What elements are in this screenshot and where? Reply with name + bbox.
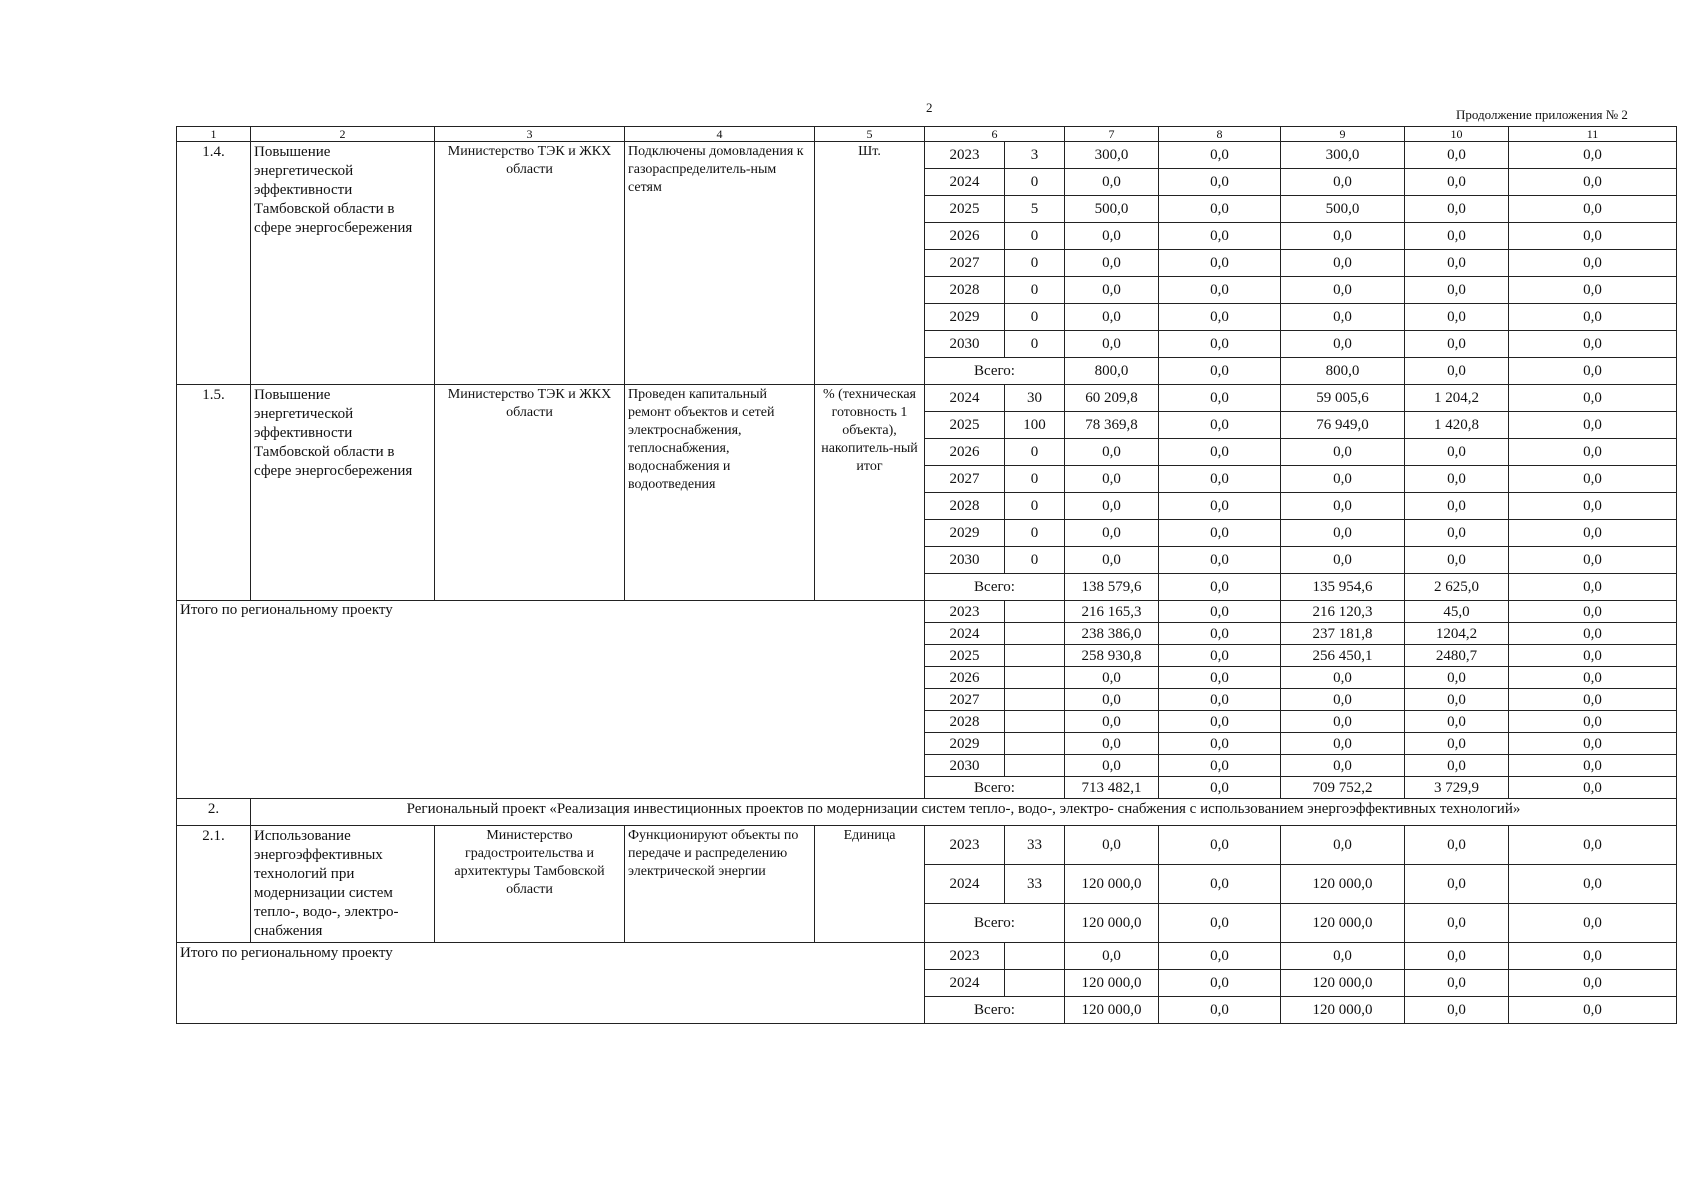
- column-header: 9: [1281, 127, 1405, 142]
- total-label: Всего:: [925, 904, 1065, 943]
- year-cell: 2025: [925, 196, 1005, 223]
- value-cell: 0,0: [1509, 623, 1677, 645]
- indicator-value: [1005, 645, 1065, 667]
- value-cell: 0,0: [1159, 142, 1281, 169]
- value-cell: 0,0: [1281, 466, 1405, 493]
- value-cell: 0,0: [1509, 711, 1677, 733]
- value-cell: 0,0: [1281, 304, 1405, 331]
- value-cell: 0,0: [1159, 777, 1281, 799]
- value-cell: 2480,7: [1405, 645, 1509, 667]
- value-cell: 300,0: [1281, 142, 1405, 169]
- value-cell: 0,0: [1065, 755, 1159, 777]
- value-cell: 0,0: [1159, 601, 1281, 623]
- value-cell: 135 954,6: [1281, 574, 1405, 601]
- unit: % (техническая готовность 1 объекта), накопитель-ный итог: [815, 385, 925, 601]
- value-cell: 0,0: [1509, 142, 1677, 169]
- header-row: [177, 127, 1677, 142]
- value-cell: 713 482,1: [1065, 777, 1159, 799]
- indicator-value: [1005, 733, 1065, 755]
- column-header: 5: [815, 127, 925, 142]
- value-cell: 2 625,0: [1405, 574, 1509, 601]
- value-cell: 0,0: [1159, 547, 1281, 574]
- value-cell: 300,0: [1065, 142, 1159, 169]
- column-header: 10: [1405, 127, 1509, 142]
- value-cell: 120 000,0: [1281, 865, 1405, 904]
- value-cell: 0,0: [1509, 358, 1677, 385]
- value-cell: 120 000,0: [1065, 904, 1159, 943]
- year-cell: 2026: [925, 223, 1005, 250]
- value-cell: 0,0: [1281, 169, 1405, 196]
- value-cell: 0,0: [1065, 711, 1159, 733]
- value-cell: 0,0: [1509, 970, 1677, 997]
- value-cell: 0,0: [1405, 520, 1509, 547]
- value-cell: 0,0: [1281, 520, 1405, 547]
- indicator-value: 0: [1005, 520, 1065, 547]
- executor: Министерство градостроительства и архитектуры Тамбовской области: [435, 826, 625, 943]
- result-description: Проведен капитальный ремонт объектов и сетей электроснабжения, теплоснабжения, водоснабжения и водоотведения: [625, 385, 815, 601]
- value-cell: 0,0: [1509, 277, 1677, 304]
- value-cell: 0,0: [1509, 689, 1677, 711]
- value-cell: 0,0: [1159, 412, 1281, 439]
- value-cell: 0,0: [1405, 142, 1509, 169]
- page-number: 2: [926, 100, 933, 115]
- value-cell: 0,0: [1509, 865, 1677, 904]
- value-cell: 0,0: [1065, 547, 1159, 574]
- value-cell: 76 949,0: [1281, 412, 1405, 439]
- value-cell: 0,0: [1405, 439, 1509, 466]
- result-description: Функционируют объекты по передаче и распределению электрической энергии: [625, 826, 815, 943]
- value-cell: 0,0: [1281, 331, 1405, 358]
- value-cell: 120 000,0: [1065, 865, 1159, 904]
- year-cell: 2030: [925, 547, 1005, 574]
- value-cell: 3 729,9: [1405, 777, 1509, 799]
- value-cell: 1204,2: [1405, 623, 1509, 645]
- value-cell: 0,0: [1065, 439, 1159, 466]
- value-cell: 0,0: [1509, 943, 1677, 970]
- value-cell: 0,0: [1405, 169, 1509, 196]
- column-header: 7: [1065, 127, 1159, 142]
- value-cell: 0,0: [1509, 466, 1677, 493]
- project-total-label: Итого по региональному проекту: [177, 943, 925, 1024]
- value-cell: 0,0: [1509, 493, 1677, 520]
- value-cell: 500,0: [1281, 196, 1405, 223]
- value-cell: 138 579,6: [1065, 574, 1159, 601]
- column-header: 4: [625, 127, 815, 142]
- column-header: 1: [177, 127, 251, 142]
- year-cell: 2027: [925, 689, 1005, 711]
- indicator-value: 3: [1005, 142, 1065, 169]
- total-label: Всего:: [925, 574, 1065, 601]
- value-cell: 0,0: [1281, 711, 1405, 733]
- value-cell: 0,0: [1065, 493, 1159, 520]
- value-cell: 0,0: [1509, 439, 1677, 466]
- indicator-value: [1005, 667, 1065, 689]
- indicator-value: [1005, 623, 1065, 645]
- value-cell: 78 369,8: [1065, 412, 1159, 439]
- value-cell: 0,0: [1159, 466, 1281, 493]
- value-cell: 59 005,6: [1281, 385, 1405, 412]
- value-cell: 0,0: [1159, 196, 1281, 223]
- indicator-value: 30: [1005, 385, 1065, 412]
- value-cell: 0,0: [1281, 755, 1405, 777]
- year-cell: 2023: [925, 943, 1005, 970]
- value-cell: 0,0: [1159, 997, 1281, 1024]
- value-cell: 0,0: [1509, 304, 1677, 331]
- value-cell: 0,0: [1065, 733, 1159, 755]
- value-cell: 0,0: [1159, 826, 1281, 865]
- value-cell: 0,0: [1159, 331, 1281, 358]
- year-cell: 2027: [925, 250, 1005, 277]
- value-cell: 45,0: [1405, 601, 1509, 623]
- value-cell: 0,0: [1509, 777, 1677, 799]
- indicator-value: 0: [1005, 439, 1065, 466]
- value-cell: 0,0: [1065, 250, 1159, 277]
- value-cell: 0,0: [1509, 904, 1677, 943]
- value-cell: 0,0: [1159, 223, 1281, 250]
- unit: Шт.: [815, 142, 925, 385]
- year-cell: 2029: [925, 733, 1005, 755]
- year-cell: 2024: [925, 385, 1005, 412]
- value-cell: 0,0: [1159, 304, 1281, 331]
- column-header: 8: [1159, 127, 1281, 142]
- value-cell: 0,0: [1509, 667, 1677, 689]
- value-cell: 256 450,1: [1281, 645, 1405, 667]
- value-cell: 0,0: [1159, 733, 1281, 755]
- activity-name: Повышение энергетической эффективности Тамбовской области в сфере энергосбережения: [251, 142, 435, 385]
- year-cell: 2026: [925, 439, 1005, 466]
- value-cell: 0,0: [1281, 250, 1405, 277]
- year-cell: 2029: [925, 520, 1005, 547]
- year-cell: 2023: [925, 826, 1005, 865]
- column-header: 3: [435, 127, 625, 142]
- table-row: [177, 826, 1677, 865]
- value-cell: 0,0: [1509, 250, 1677, 277]
- value-cell: 0,0: [1405, 196, 1509, 223]
- table-row: [177, 601, 1677, 623]
- budget-table: [176, 126, 1677, 1024]
- year-cell: 2025: [925, 645, 1005, 667]
- row-number: 1.4.: [177, 142, 251, 385]
- value-cell: 120 000,0: [1065, 997, 1159, 1024]
- value-cell: 0,0: [1405, 304, 1509, 331]
- value-cell: 0,0: [1281, 733, 1405, 755]
- value-cell: 0,0: [1405, 865, 1509, 904]
- value-cell: 120 000,0: [1281, 904, 1405, 943]
- value-cell: 0,0: [1405, 904, 1509, 943]
- value-cell: 0,0: [1159, 520, 1281, 547]
- value-cell: 0,0: [1065, 466, 1159, 493]
- value-cell: 0,0: [1509, 331, 1677, 358]
- value-cell: 0,0: [1281, 689, 1405, 711]
- value-cell: 0,0: [1159, 250, 1281, 277]
- value-cell: 0,0: [1281, 826, 1405, 865]
- value-cell: 60 209,8: [1065, 385, 1159, 412]
- year-cell: 2025: [925, 412, 1005, 439]
- value-cell: 0,0: [1065, 277, 1159, 304]
- indicator-value: 0: [1005, 250, 1065, 277]
- indicator-value: [1005, 943, 1065, 970]
- value-cell: 0,0: [1405, 711, 1509, 733]
- value-cell: 0,0: [1509, 169, 1677, 196]
- indicator-value: 0: [1005, 223, 1065, 250]
- indicator-value: 0: [1005, 277, 1065, 304]
- year-cell: 2026: [925, 667, 1005, 689]
- value-cell: 0,0: [1065, 331, 1159, 358]
- value-cell: 0,0: [1281, 667, 1405, 689]
- value-cell: 0,0: [1509, 385, 1677, 412]
- value-cell: 0,0: [1405, 733, 1509, 755]
- value-cell: 0,0: [1159, 385, 1281, 412]
- value-cell: 0,0: [1159, 667, 1281, 689]
- value-cell: 0,0: [1159, 358, 1281, 385]
- indicator-value: 33: [1005, 826, 1065, 865]
- indicator-value: [1005, 711, 1065, 733]
- value-cell: 0,0: [1405, 277, 1509, 304]
- value-cell: 0,0: [1065, 520, 1159, 547]
- value-cell: 0,0: [1065, 826, 1159, 865]
- value-cell: 0,0: [1509, 645, 1677, 667]
- year-cell: 2029: [925, 304, 1005, 331]
- total-label: Всего:: [925, 358, 1065, 385]
- year-cell: 2023: [925, 142, 1005, 169]
- value-cell: 237 181,8: [1281, 623, 1405, 645]
- value-cell: 120 000,0: [1281, 997, 1405, 1024]
- table-row: [177, 142, 1677, 169]
- value-cell: 0,0: [1405, 547, 1509, 574]
- value-cell: 0,0: [1159, 943, 1281, 970]
- indicator-value: 5: [1005, 196, 1065, 223]
- value-cell: 0,0: [1405, 493, 1509, 520]
- value-cell: 0,0: [1509, 826, 1677, 865]
- value-cell: 0,0: [1509, 223, 1677, 250]
- value-cell: 0,0: [1065, 943, 1159, 970]
- year-cell: 2028: [925, 493, 1005, 520]
- value-cell: 1 420,8: [1405, 412, 1509, 439]
- value-cell: 0,0: [1159, 755, 1281, 777]
- year-cell: 2024: [925, 865, 1005, 904]
- value-cell: 0,0: [1159, 645, 1281, 667]
- year-cell: 2024: [925, 970, 1005, 997]
- value-cell: 0,0: [1159, 689, 1281, 711]
- value-cell: 0,0: [1281, 439, 1405, 466]
- value-cell: 0,0: [1405, 223, 1509, 250]
- value-cell: 0,0: [1509, 520, 1677, 547]
- year-cell: 2030: [925, 331, 1005, 358]
- value-cell: 0,0: [1405, 667, 1509, 689]
- value-cell: 709 752,2: [1281, 777, 1405, 799]
- value-cell: 0,0: [1159, 493, 1281, 520]
- row-number: 2.1.: [177, 826, 251, 943]
- executor: Министерство ТЭК и ЖКХ области: [435, 142, 625, 385]
- year-cell: 2024: [925, 169, 1005, 196]
- section-number: 2.: [177, 799, 251, 826]
- value-cell: 0,0: [1159, 277, 1281, 304]
- column-header: 2: [251, 127, 435, 142]
- indicator-value: 0: [1005, 547, 1065, 574]
- activity-name: Использование энергоэффективных технологий при модернизации систем тепло-, водо-, электро-снабжения: [251, 826, 435, 943]
- project-total-label: Итого по региональному проекту: [177, 601, 925, 799]
- budget-table-wrapper: [176, 126, 1676, 1024]
- value-cell: 0,0: [1159, 439, 1281, 466]
- value-cell: 0,0: [1405, 943, 1509, 970]
- year-cell: 2028: [925, 711, 1005, 733]
- indicator-value: [1005, 601, 1065, 623]
- value-cell: 0,0: [1509, 755, 1677, 777]
- value-cell: 0,0: [1405, 826, 1509, 865]
- value-cell: 0,0: [1405, 466, 1509, 493]
- result-description: Подключены домовладения к газораспределитель-ным сетям: [625, 142, 815, 385]
- indicator-value: 0: [1005, 169, 1065, 196]
- section-row: [177, 799, 1677, 826]
- value-cell: 0,0: [1509, 547, 1677, 574]
- value-cell: 500,0: [1065, 196, 1159, 223]
- value-cell: 0,0: [1281, 943, 1405, 970]
- section-title: Региональный проект «Реализация инвестиционных проектов по модернизации систем тепло-, водо-, электро- снабжения с использованием энергоэффективных технологий»: [251, 799, 1677, 826]
- indicator-value: [1005, 689, 1065, 711]
- year-cell: 2030: [925, 755, 1005, 777]
- value-cell: 0,0: [1065, 689, 1159, 711]
- value-cell: 120 000,0: [1065, 970, 1159, 997]
- table-row: [177, 385, 1677, 412]
- value-cell: 0,0: [1405, 689, 1509, 711]
- value-cell: 0,0: [1159, 574, 1281, 601]
- value-cell: 800,0: [1281, 358, 1405, 385]
- executor: Министерство ТЭК и ЖКХ области: [435, 385, 625, 601]
- total-label: Всего:: [925, 997, 1065, 1024]
- value-cell: 0,0: [1159, 970, 1281, 997]
- indicator-value: 0: [1005, 466, 1065, 493]
- table-row: [177, 943, 1677, 970]
- value-cell: 0,0: [1509, 412, 1677, 439]
- value-cell: 0,0: [1159, 711, 1281, 733]
- value-cell: 0,0: [1159, 865, 1281, 904]
- row-number: 1.5.: [177, 385, 251, 601]
- value-cell: 0,0: [1509, 574, 1677, 601]
- indicator-value: 0: [1005, 331, 1065, 358]
- value-cell: 0,0: [1405, 997, 1509, 1024]
- year-cell: 2027: [925, 466, 1005, 493]
- indicator-value: [1005, 755, 1065, 777]
- value-cell: 216 165,3: [1065, 601, 1159, 623]
- value-cell: 0,0: [1509, 733, 1677, 755]
- value-cell: 0,0: [1405, 331, 1509, 358]
- value-cell: 0,0: [1065, 223, 1159, 250]
- year-cell: 2028: [925, 277, 1005, 304]
- value-cell: 0,0: [1065, 667, 1159, 689]
- indicator-value: 33: [1005, 865, 1065, 904]
- appendix-note: Продолжение приложения № 2: [1456, 107, 1628, 122]
- value-cell: 0,0: [1281, 277, 1405, 304]
- value-cell: 0,0: [1159, 904, 1281, 943]
- indicator-value: 0: [1005, 493, 1065, 520]
- value-cell: 238 386,0: [1065, 623, 1159, 645]
- indicator-value: 0: [1005, 304, 1065, 331]
- value-cell: 0,0: [1405, 358, 1509, 385]
- value-cell: 258 930,8: [1065, 645, 1159, 667]
- value-cell: 0,0: [1281, 547, 1405, 574]
- value-cell: 1 204,2: [1405, 385, 1509, 412]
- value-cell: 216 120,3: [1281, 601, 1405, 623]
- value-cell: 0,0: [1159, 623, 1281, 645]
- year-cell: 2024: [925, 623, 1005, 645]
- value-cell: 0,0: [1065, 169, 1159, 196]
- indicator-value: 100: [1005, 412, 1065, 439]
- activity-name: Повышение энергетической эффективности Тамбовской области в сфере энергосбережения: [251, 385, 435, 601]
- indicator-value: [1005, 970, 1065, 997]
- value-cell: 120 000,0: [1281, 970, 1405, 997]
- value-cell: 0,0: [1509, 601, 1677, 623]
- column-header: 11: [1509, 127, 1677, 142]
- value-cell: 0,0: [1405, 755, 1509, 777]
- value-cell: 0,0: [1281, 493, 1405, 520]
- value-cell: 0,0: [1509, 196, 1677, 223]
- value-cell: 0,0: [1065, 304, 1159, 331]
- value-cell: 0,0: [1509, 997, 1677, 1024]
- unit: Единица: [815, 826, 925, 943]
- column-header: 6: [925, 127, 1065, 142]
- total-label: Всего:: [925, 777, 1065, 799]
- year-cell: 2023: [925, 601, 1005, 623]
- value-cell: 800,0: [1065, 358, 1159, 385]
- value-cell: 0,0: [1405, 970, 1509, 997]
- value-cell: 0,0: [1405, 250, 1509, 277]
- value-cell: 0,0: [1281, 223, 1405, 250]
- value-cell: 0,0: [1159, 169, 1281, 196]
